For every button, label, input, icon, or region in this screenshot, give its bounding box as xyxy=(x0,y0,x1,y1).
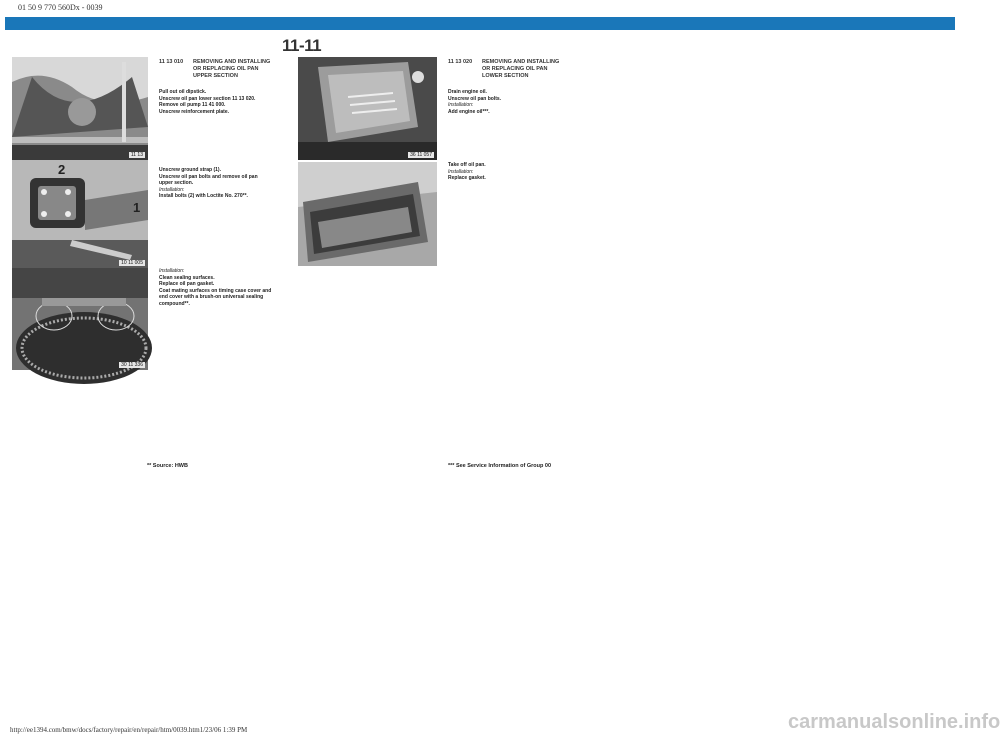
marker-2: 2 xyxy=(58,162,66,177)
upper-step3-line-4: end cover with a brush-on universal sealing xyxy=(159,294,264,300)
lower-step1-installation: Installation: xyxy=(448,102,474,108)
footer-url: http://ee1394.com/bmw/docs/factory/repair/en/repair/htm/0039.htm1/23/06 1:39 PM xyxy=(10,726,248,734)
watermark: carmanualsonline.info xyxy=(788,711,1000,733)
photo-oil-pan-lower-label: 36 11 057 xyxy=(410,152,432,158)
section-lower-title-line-1: REMOVING AND INSTALLING xyxy=(482,59,560,65)
section-lower-step-1 xyxy=(448,89,501,115)
section-upper-title xyxy=(159,59,299,81)
upper-step2-line-3: upper section. xyxy=(159,180,194,186)
section-lower-code: 11 13 020 xyxy=(448,59,473,65)
photo-oil-pan-removed xyxy=(298,162,437,266)
photo-ground-strap-image xyxy=(12,160,148,268)
photo-dipstick xyxy=(12,57,148,160)
marker-1: 1 xyxy=(133,200,141,215)
lower-step2-installation: Installation: xyxy=(448,168,474,175)
section-upper-step-1 xyxy=(159,89,255,115)
upper-step3-line-1: Clean sealing surfaces. xyxy=(159,274,215,281)
photo-ground-strap-label: 10 11 005 xyxy=(121,260,143,266)
lower-step2-line-1: Take off oil pan. xyxy=(448,162,486,168)
footnote-service-info: *** See Service Information of Group 00 xyxy=(448,463,552,469)
upper-step2-after: Install bolts (2) with Loctite No. 270**. xyxy=(159,193,248,199)
photo-oil-pan-removed-image xyxy=(298,162,437,266)
lower-step1-after: Add engine oil***. xyxy=(448,108,490,115)
upper-step3-installation: Installation: xyxy=(159,268,185,274)
section-lower-step-2 xyxy=(448,162,486,182)
upper-step1-line-2: Unscrew oil pan lower section 11 13 020. xyxy=(159,95,256,102)
upper-step2-line-1: Unscrew ground strap (1). xyxy=(159,167,221,173)
photo-flywheel xyxy=(12,268,148,370)
section-lower-title-line-3: LOWER SECTION xyxy=(482,73,529,79)
lower-step2-after: Replace gasket. xyxy=(448,175,486,181)
footnote-source: ** Source: HWB xyxy=(147,463,188,469)
upper-step2-installation: Installation: xyxy=(159,186,185,193)
upper-step3-line-3: Coat mating surfaces on timing case cover and xyxy=(159,287,272,294)
document-id: 01 50 9 770 560Dx - 0039 xyxy=(18,3,103,12)
section-upper-step-2 xyxy=(159,167,258,200)
upper-step3-line-5: compound**. xyxy=(159,300,190,307)
page-number: 11-11 xyxy=(282,36,322,55)
photo-flywheel-image xyxy=(12,268,148,370)
lower-step1-line-1: Drain engine oil. xyxy=(448,89,487,95)
upper-step1-line-1: Pull out oil dipstick. xyxy=(159,89,207,95)
section-lower-title xyxy=(448,59,598,81)
photo-ground-strap xyxy=(12,160,148,268)
section-upper-title-line-1: REMOVING AND INSTALLING xyxy=(193,59,271,65)
section-upper-title-line-2: OR REPLACING OIL PAN xyxy=(193,66,259,72)
section-upper-step-3 xyxy=(159,268,271,307)
section-upper-title-line-3: UPPER SECTION xyxy=(193,73,238,79)
upper-step3-line-2: Replace oil pan gasket. xyxy=(159,281,215,287)
upper-step1-line-4: Unscrew reinforcement plate. xyxy=(159,108,230,115)
photo-flywheel-label: 30 11 336 xyxy=(121,362,143,368)
photo-oil-pan-lower xyxy=(298,57,437,160)
photo-oil-pan-lower-image xyxy=(298,57,437,160)
header-bar xyxy=(5,17,955,30)
section-upper-code: 11 13 010 xyxy=(159,59,184,65)
upper-step1-line-3: Remove oil pump 11 41 000. xyxy=(159,102,226,108)
upper-step2-line-2: Unscrew oil pan bolts and remove oil pan xyxy=(159,173,258,180)
lower-step1-line-2: Unscrew oil pan bolts. xyxy=(448,95,502,102)
photo-dipstick-label: 11 13 xyxy=(130,152,143,158)
section-lower-title-line-2: OR REPLACING OIL PAN xyxy=(482,66,548,72)
photo-dipstick-image xyxy=(12,57,148,160)
section-lower-title-text xyxy=(482,59,559,80)
section-upper-title-text xyxy=(193,59,270,80)
